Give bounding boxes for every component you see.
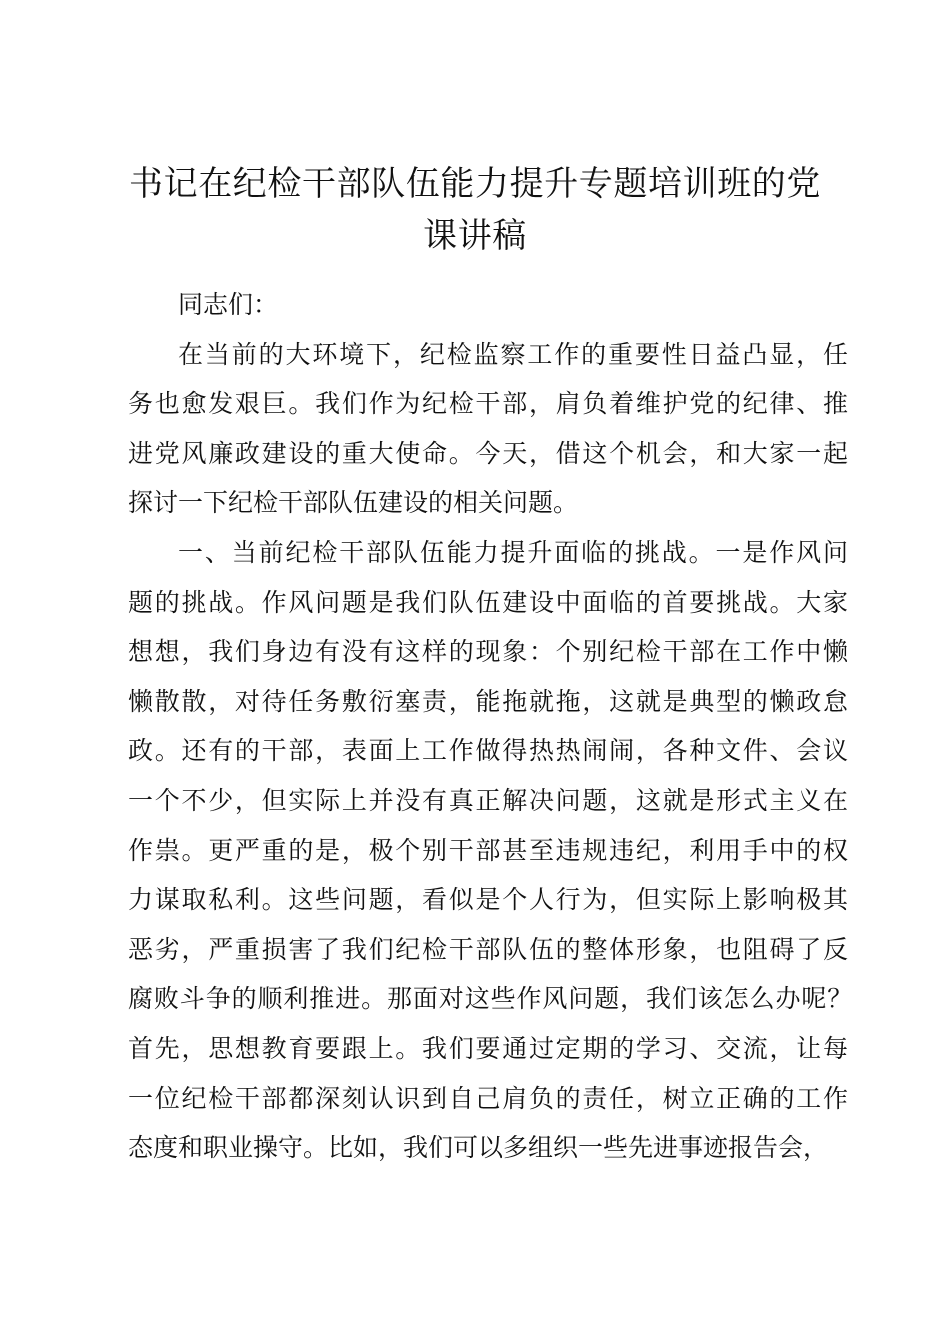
paragraph-1-line: 务也愈发艰巨。我们作为纪检干部，肩负着维护党的纪律、推 <box>128 389 848 419</box>
paragraph-2-line: 一、当前纪检干部队伍能力提升面临的挑战。一是作风问 <box>178 537 848 567</box>
paragraph-2-line: 一位纪检干部都深刻认识到自己肩负的责任，树立正确的工作 <box>128 1083 848 1113</box>
document-body <box>128 280 854 1173</box>
title-line: 书记在纪检干部队伍能力提升专题培训班的党 <box>129 164 821 204</box>
paragraph-2-line: 腐败斗争的顺利推进。那面对这些作风问题，我们该怎么办呢？ <box>128 984 854 1014</box>
title-line: 课讲稿 <box>423 216 527 256</box>
paragraph-2-line: 政。还有的干部，表面上工作做得热热闹闹，各种文件、会议 <box>128 736 848 766</box>
paragraph-2-line: 首先，思想教育要跟上。我们要通过定期的学习、交流，让每 <box>128 1033 848 1063</box>
paragraph-2-line: 题的挑战。作风问题是我们队伍建设中面临的首要挑战。大家 <box>128 587 848 617</box>
paragraph-2-line: 态度和职业操守。比如，我们可以多组织一些先进事迹报告会， <box>128 1133 829 1163</box>
paragraph-1-line: 探讨一下纪检干部队伍建设的相关问题。 <box>128 488 579 518</box>
paragraph-2-line: 恶劣，严重损害了我们纪检干部队伍的整体形象，也阻碍了反 <box>128 934 848 964</box>
paragraph-2-line: 力谋取私利。这些问题，看似是个人行为，但实际上影响极其 <box>128 885 848 915</box>
paragraph-2-line: 作祟。更严重的是，极个别干部甚至违规违纪，利用手中的权 <box>128 835 848 865</box>
document-title <box>108 158 842 262</box>
paragraph-2-line: 懒散散，对待任务敷衍塞责，能拖就拖，这就是典型的懒政怠 <box>128 686 848 716</box>
paragraph-1-line: 在当前的大环境下，纪检监察工作的重要性日益凸显，任 <box>178 339 848 369</box>
greeting-line: 同志们： <box>178 290 279 319</box>
paragraph-2-line: 想想，我们身边有没有这样的现象：个别纪检干部在工作中懒 <box>128 637 848 667</box>
paragraph-1-line: 进党风廉政建设的重大使命。今天，借这个机会，和大家一起 <box>128 438 848 468</box>
paragraph-2-line: 一个不少，但实际上并没有真正解决问题，这就是形式主义在 <box>128 785 848 815</box>
